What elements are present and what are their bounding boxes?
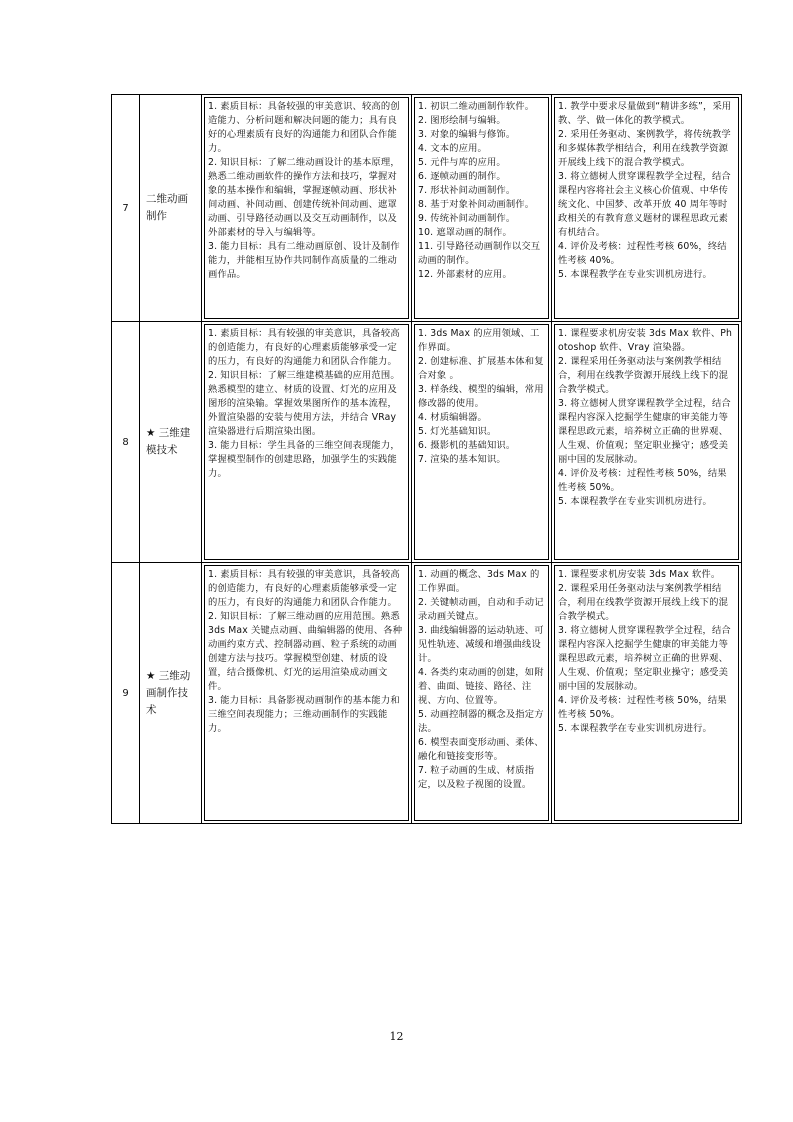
table-row — [112, 322, 742, 563]
cell-line: 2. 课程采用任务驱动法与案例教学相结合，利用在线教学资源开展线上线下的混合教学模式。 — [558, 583, 729, 622]
cell-line: 2. 图形绘制与编辑。 — [418, 115, 506, 126]
cell-line: 12. 外部素材的应用。 — [418, 269, 512, 280]
course-contents — [414, 565, 549, 821]
cell-line: 3. 曲线编辑器的运动轨迹、可见性轨迹、减缓和增强曲线设计。 — [418, 625, 544, 664]
cell-line: 9. 传统补间动画制作。 — [418, 213, 516, 224]
cell-line: 2. 创建标准、扩展基本体和复合对象 。 — [418, 356, 544, 381]
cell-line: 3. 能力目标：具有二维动画原创、设计及制作能力，并能相互协作共同制作高质量的二维动画作品。 — [208, 241, 400, 280]
cell-line: 6. 逐帧动画的制作。 — [418, 171, 506, 182]
row-number: 9 — [112, 563, 140, 824]
cell-line: 3. 对象的编辑与修饰。 — [418, 129, 516, 140]
cell-line: 5. 元件与库的应用。 — [418, 157, 506, 168]
cell-line: 1. 初识二维动画制作软件。 — [418, 101, 535, 112]
cell-line: 5. 本课程教学在专业实训机房进行。 — [558, 496, 712, 507]
course-goals — [204, 565, 409, 821]
cell-line: 2. 知识目标：了解二维动画设计的基本原理，熟悉二维动画软件的操作方法和技巧，掌握对象的基本操作和编辑，掌握逐帧动画、形状补间动画、补间动画、创建传统补间动画、遮罩动画、引导路径动画以及交互动画制作，以及外部素材的导入与编辑等。 — [208, 157, 400, 238]
cell-line: 1. 素质目标：具备较强的审美意识、较高的创造能力、分析问题和解决问题的能力；具有良好的心理素质有良好的沟通能力和团队合作能力。 — [208, 101, 400, 154]
cell-line: 2. 知识目标：了解三维建模基础的应用范围。熟悉模型的建立、材质的设置、灯光的应用及图形的渲染输。掌握效果图所作的基本流程，外置渲染器的安装与使用方法，并结合 VRay 渲染器进行后期渲染出图。 — [208, 370, 400, 437]
cell-line: 5. 动画控制器的概念及指定方法。 — [418, 709, 544, 734]
cell-line: 1. 教学中要求尽量做到“精讲多练”，采用教、学、做一体化的教学模式。 — [558, 101, 732, 126]
teaching-methods — [554, 324, 739, 560]
course-contents — [414, 324, 549, 560]
cell-line: 3. 能力目标：具备影视动画制作的基本能力和三维空间表现能力；三维动画制作的实践能力。 — [208, 695, 400, 734]
cell-line: 3. 将立德树人贯穿课程教学全过程，结合课程内容深入挖掘学生健康的审美能力等课程思政元素，培养树立正确的世界观、人生观、价值观；坚定职业操守；感受美丽中国的发展脉动。 — [558, 625, 731, 692]
row-number: 7 — [112, 95, 140, 322]
course-goals — [204, 324, 409, 560]
cell-line: 4. 评价及考核：过程性考核 60%，终结性考核 40%。 — [558, 241, 727, 266]
course-contents — [414, 97, 549, 319]
cell-line: 10. 遮罩动画的制作。 — [418, 227, 512, 238]
cell-line: 5. 灯光基础知识。 — [418, 426, 497, 437]
cell-line: 3. 将立德树人贯穿课程教学全过程，结合课程内容深入挖掘学生健康的审美能力等课程思政元素，培养树立正确的世界观、人生观、价值观；坚定职业操守；感受美丽中国的发展脉动。 — [558, 398, 731, 465]
cell-line: 2. 知识目标：了解三维动画的应用范围。熟悉 3ds Max 关键点动画、曲编辑器的使用、各种动画约束方式、控制器动画、粒子系统的动画创建方法与技巧。掌握模型创建、材质的设置，结合摄像机、灯光的运用渲染成动画文件。 — [208, 611, 403, 692]
cell-line: 4. 评价及考核：过程性考核 50%，结果性考核 50%。 — [558, 695, 727, 720]
cell-line: 5. 本课程教学在专业实训机房进行。 — [558, 723, 712, 734]
cell-line: 3. 将立德树人贯穿课程教学全过程，结合课程内容将社会主义核心价值观、中华传统文化、中国梦、改革开放 40 周年等时政相关的有教育意义题材的课程思政元素有机结合。 — [558, 171, 731, 238]
cell-line: 4. 材质编辑器。 — [418, 412, 487, 423]
cell-line: 3. 能力目标：学生具备的三维空间表现能力，掌握模型制作的创建思路，加强学生的实践能力。 — [208, 440, 400, 479]
page-number: 12 — [389, 1030, 404, 1043]
course-name: 二维动画制作 — [140, 95, 202, 322]
course-table — [111, 94, 742, 824]
cell-line: 4. 评价及考核：过程性考核 50%，结果性考核 50%。 — [558, 468, 727, 493]
cell-line: 2. 采用任务驱动、案例教学，将传统教学和多媒体教学相结合，利用在线教学资源开展线上线下的混合教学模式。 — [558, 129, 731, 168]
teaching-methods — [554, 97, 739, 319]
cell-line: 7. 形状补间动画制作。 — [418, 185, 516, 196]
row-number: 8 — [112, 322, 140, 563]
table-row — [112, 95, 742, 322]
cell-line: 1. 素质目标：具有较强的审美意识，具备较高的创造能力，有良好的心理素质能够承受一定的压力，有良好的沟通能力和团队合作能力。 — [208, 328, 400, 367]
course-name: ★ 三维动画制作技术 — [140, 563, 202, 824]
cell-line: 7. 粒子动画的生成、材质指定，以及粒子视图的设置。 — [418, 765, 535, 790]
cell-line: 8. 基于对象补间动画制作。 — [418, 199, 535, 210]
course-name: ★ 三维建模技术 — [140, 322, 202, 563]
teaching-methods — [554, 565, 739, 821]
cell-line: 6. 摄影机的基础知识。 — [418, 440, 516, 451]
cell-line: 1. 课程要求机房安装 3ds Max 软件。 — [558, 569, 721, 580]
cell-line: 2. 课程采用任务驱动法与案例教学相结合，利用在线教学资源开展线上线下的混合教学模式。 — [558, 356, 729, 395]
cell-line: 6. 模型表面变形动画、柔体、融化和链接变形等。 — [418, 737, 544, 762]
cell-line: 1. 课程要求机房安装 3ds Max 软件、Photoshop 软件、Vray 渲染器。 — [558, 328, 733, 353]
cell-line: 11. 引导路径动画制作以交互动画的制作。 — [418, 241, 541, 266]
cell-line: 3. 样条线、模型的编辑，常用修改器的使用。 — [418, 384, 544, 409]
cell-line: 2. 关键帧动画，自动和手动记录动画关键点。 — [418, 597, 544, 622]
cell-line: 1. 3ds Max 的应用领域、工作界面。 — [418, 328, 540, 353]
table-row — [112, 563, 742, 824]
cell-line: 4. 各类约束动画的创建，如附着、曲面、链接、路径、注视、方向、位置等。 — [418, 667, 544, 706]
course-goals — [204, 97, 409, 319]
cell-line: 5. 本课程教学在专业实训机房进行。 — [558, 269, 712, 280]
course-table-body — [112, 95, 742, 824]
cell-line: 1. 素质目标：具有较强的审美意识，具备较高的创造能力，有良好的心理素质能够承受一定的压力，有良好的沟通能力和团队合作能力。 — [208, 569, 400, 608]
cell-line: 1. 动画的概念、3ds Max 的工作界面。 — [418, 569, 540, 594]
cell-line: 4. 文本的应用。 — [418, 143, 487, 154]
cell-line: 7. 渲染的基本知识。 — [418, 454, 506, 465]
